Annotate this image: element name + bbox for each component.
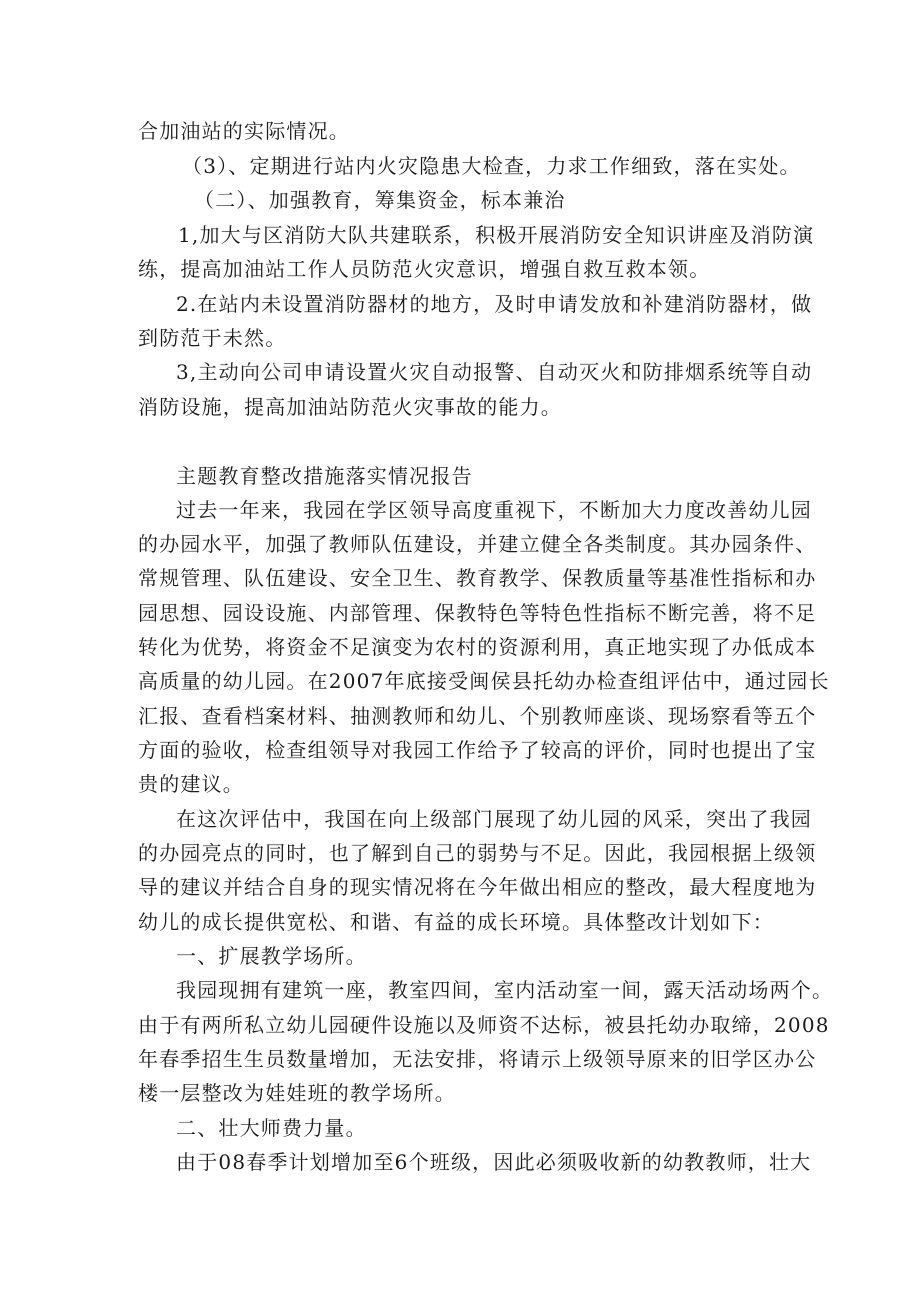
text-line: 由于08春季计划增加至6个班级，因此必须吸收新的幼教教师，壮大 — [176, 1150, 812, 1174]
text-line: 贵的建议。 — [138, 772, 244, 796]
text-line: 我园现拥有建筑一座，教室四间，室内活动室一间，露天活动场两个。 — [176, 978, 834, 1002]
text-line: 1,加大与区消防大队共建联系，积极开展消防安全知识讲座及消防演 — [178, 223, 815, 247]
text-line: 3,主动向公司申请设置火灾自动报警、自动灭火和防排烟系统等自动 — [176, 360, 813, 384]
text-line: 合加油站的实际情况。 — [138, 119, 350, 143]
text-line: 常规管理、队伍建设、安全卫生、教育教学、保教质量等基准性指标和办 — [138, 566, 817, 590]
text-line: 消防设施，提高加油站防范火灾事故的能力。 — [138, 395, 562, 419]
text-line: 练，提高加油站工作人员防范火灾意识，增强自救互救本领。 — [138, 257, 711, 281]
text-line: 导的建议并结合自身的现实情况将在今年做出相应的整改，最大程度地为 — [138, 875, 817, 899]
text-line: 转化为优势，将资金不足演变为农村的资源利用，真正地实现了办低成本 — [138, 635, 817, 659]
text-line: 高质量的幼儿园。在2007年底接受闽侯县托幼办检查组评估中，通过园长 — [138, 669, 830, 693]
text-line: 过去一年来，我园在学区领导高度重视下，不断加大力度改善幼儿园 — [176, 498, 812, 522]
section-heading: 二、壮大师费力量。 — [176, 1116, 367, 1140]
text-line: 汇报、查看档案材料、抽测教师和幼儿、个别教师座谈、现场察看等五个 — [138, 704, 817, 728]
report-title: 主题教育整改措施落实情况报告 — [176, 464, 473, 488]
text-line: 楼一层整改为娃娃班的教学场所。 — [138, 1081, 456, 1105]
text-line: 的办园水平，加强了教师队伍建设，并建立健全各类制度。其办园条件、 — [138, 532, 817, 556]
text-line: 2.在站内未设置消防器材的地方，及时申请发放和补建消防器材，做 — [176, 292, 813, 316]
text-line: 到防范于未然。 — [138, 326, 287, 350]
text-line: 园思想、园设设施、内部管理、保教特色等特色性指标不断完善，将不足 — [138, 601, 817, 625]
text-line: 幼儿的成长提供宽松、和谐、有益的成长环境。具体整改计划如下： — [138, 910, 774, 934]
section-heading: （二）、加强教育，筹集资金，标本兼治 — [194, 188, 566, 212]
text-line: 年春季招生生员数量增加，无法安排，将请示上级领导原来的旧学区办公 — [138, 1047, 817, 1071]
text-line: 在这次评估中，我国在向上级部门展现了幼儿园的风采，突出了我园 — [176, 807, 812, 831]
section-heading: 一、扩展教学场所。 — [176, 944, 367, 968]
text-line: 由于有两所私立幼儿园硬件设施以及师资不达标，被县托幼办取缔，2008 — [138, 1013, 830, 1037]
text-line: 方面的验收，检查组领导对我园工作给予了较高的评价，同时也提出了宝 — [138, 738, 817, 762]
text-line: （3）、定期进行站内火灾隐患大检查，力求工作细致，落在实处。 — [182, 154, 801, 178]
text-line: 的办园亮点的同时，也了解到自己的弱势与不足。因此，我园根据上级领 — [138, 841, 817, 865]
